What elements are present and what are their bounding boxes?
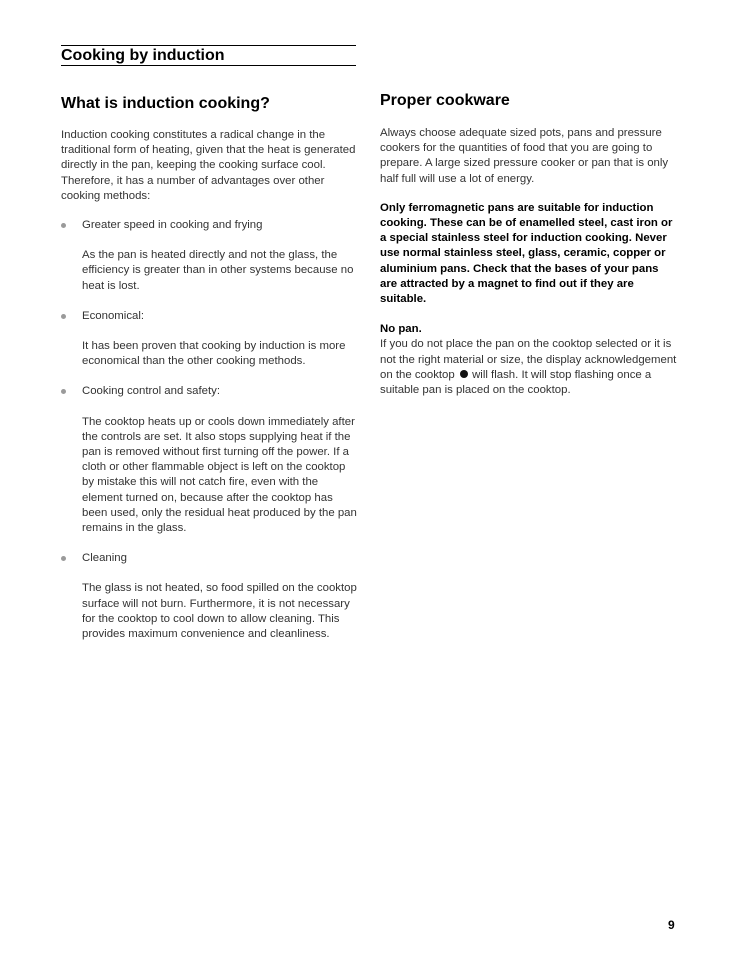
advantages-list xyxy=(61,218,357,642)
list-item xyxy=(61,384,357,536)
induction-intro: Induction cooking constitutes a radical change in the traditional form of heating, given that the heat is generated directly in the pan, keeping the cooking surface cool. Therefore, it has a number of advantages over other cooking methods: xyxy=(61,129,356,202)
cookware-intro: Always choose adequate sized pots, pans and pressure cookers for the quantities of food that you are going to prepare. A large sized pressure cooker or pan that is only half full will use a lot of energy. xyxy=(380,127,669,185)
no-pan-text xyxy=(380,337,677,398)
induction-heading: What is induction cooking? xyxy=(61,95,270,112)
bullet-title: Greater speed in cooking and frying xyxy=(82,219,263,232)
no-pan-text-after: will flash. It will stop flashing once a suitable pan is placed on the cooktop. xyxy=(380,368,652,397)
no-pan-text-before: If you do not place the pan on the cooktop selected or it is not the right material or size, the display acknowledgement on the cooktop xyxy=(380,338,677,381)
bullet-icon xyxy=(61,314,66,319)
list-item xyxy=(61,218,357,294)
bullet-icon xyxy=(61,389,66,394)
no-pan-title: No pan. xyxy=(380,323,422,336)
ferromagnetic-warning: Only ferromagnetic pans are suitable for induction cooking. These can be of enamelled steel, cast iron or a special stainless steel for induction cooking. Never use normal stainless steel, glass, ceramic, copper or aluminium pans. Check that the bases of your pans are attracted by a magnet to find out if they are suitable. xyxy=(380,201,673,306)
display-indicator-icon xyxy=(460,370,468,378)
bullet-text: The glass is not heated, so food spilled on the cooktop surface will not burn. Furthermore, it is not necessary for the cooktop to cool down to allow cleaning. This provides maximum convenience and cleanliness. xyxy=(82,582,357,641)
bullet-text: The cooktop heats up or cools down immediately after the controls are set. It also stops supplying heat if the pan is removed without first turning off the power. If a cloth or other flammable object is left on the cooktop by mistake this will not catch fire, even with the element turned on, because after the cooktop has been used, only the residual heat produced by the pan remains in the glass. xyxy=(82,415,357,535)
bullet-icon xyxy=(61,223,66,228)
list-item xyxy=(61,309,357,370)
bullet-text: It has been proven that cooking by induction is more economical than the other cooking methods. xyxy=(82,340,346,368)
bullet-title: Cleaning xyxy=(82,552,127,565)
list-item xyxy=(61,551,357,642)
bullet-title: Economical: xyxy=(82,309,145,322)
page-number: 9 xyxy=(668,918,675,932)
left-column xyxy=(61,95,357,657)
right-column xyxy=(380,92,677,398)
bullet-icon xyxy=(61,556,66,561)
bullet-title: Cooking control and safety: xyxy=(82,385,221,398)
section-title: Cooking by induction xyxy=(61,47,225,64)
bullet-text: As the pan is heated directly and not the glass, the efficiency is greater than in other systems because no heat is lost. xyxy=(82,249,354,292)
section-header xyxy=(61,45,356,66)
cookware-heading: Proper cookware xyxy=(380,92,510,109)
